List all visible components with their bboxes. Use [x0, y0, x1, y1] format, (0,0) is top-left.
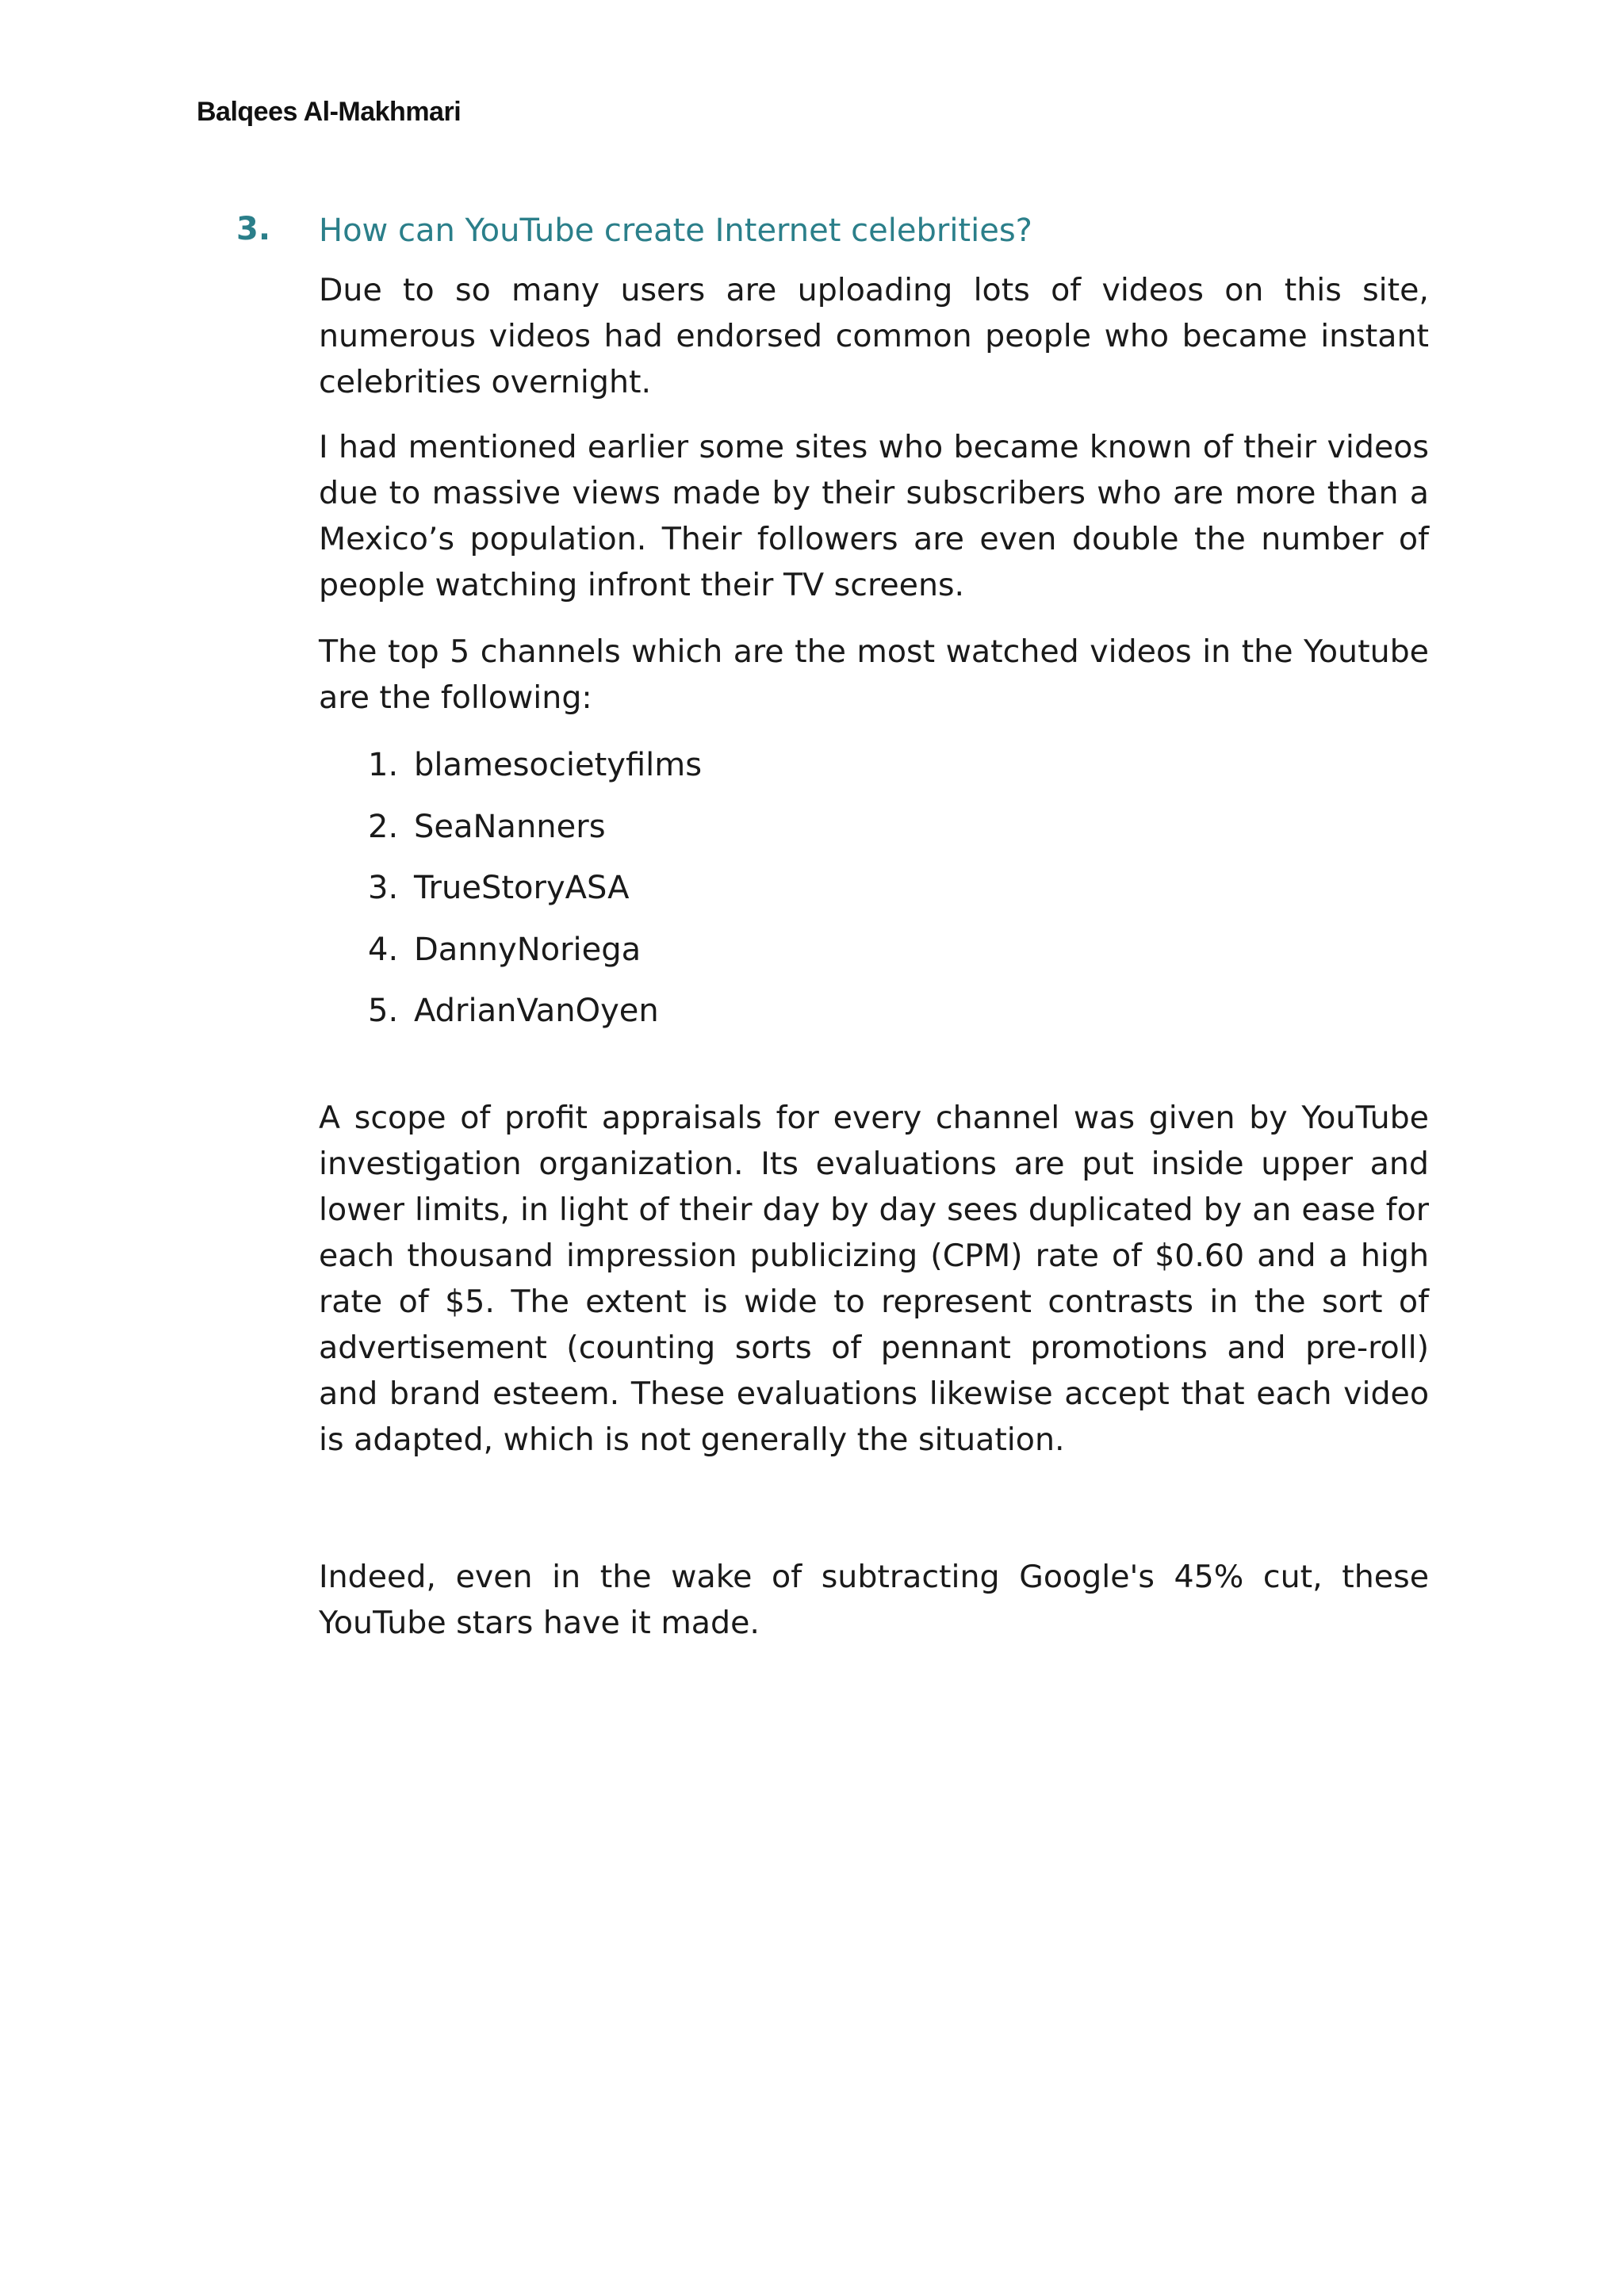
list-item [368, 988, 702, 1050]
paragraph-subscribers [319, 424, 1429, 608]
paragraph-conclusion [319, 1554, 1429, 1646]
channel-name: AdrianVanOyen [414, 993, 659, 1029]
list-item-number: 3. [368, 870, 399, 906]
paragraph-top-channels-intro [319, 629, 1429, 721]
channel-name: SeaNanners [414, 808, 606, 845]
list-item-number: 1. [368, 747, 399, 783]
section-title: How can YouTube create Internet celebrities? [319, 212, 1032, 249]
channel-name: TrueStoryASA [414, 870, 630, 906]
paragraph-text: The top 5 channels which are the most watched videos in the Youtube are the following: [319, 633, 1429, 716]
channel-name: DannyNoriega [414, 931, 642, 968]
list-item-number: 5. [368, 993, 399, 1029]
paragraph-text: A scope of profit appraisals for every channel was given by YouTube investigation organization. Its evaluations are put inside upper and lower limits, in light of their day by day sees duplicated by an ease for each thousand impression publicizing (CPM) rate of $0.60 and a high rate of $5. The extent is wide to represent contrasts in the sort of advertisement (counting sorts of pennant promotions and pre-roll) and brand esteem. These evaluations likewise accept that each video is adapted, which is not generally the situation. [319, 1100, 1429, 1458]
paragraph-intro [319, 267, 1429, 405]
section-heading [236, 211, 1426, 258]
paragraph-profit-appraisals [319, 1095, 1429, 1463]
section-number: 3. [236, 211, 271, 247]
top-channels-list [368, 742, 702, 1050]
paragraph-text: Indeed, even in the wake of subtracting Google's 45% cut, these YouTube stars have it made. [319, 1559, 1429, 1641]
list-item-number: 4. [368, 931, 399, 968]
header-author-name: Balqees Al-Makhmari [197, 97, 462, 127]
list-item [368, 865, 702, 927]
list-item [368, 927, 702, 989]
list-item [368, 742, 702, 804]
paragraph-text: I had mentioned earlier some sites who became known of their videos due to massive views made by their subscribers who are more than a Mexico’s population. Their followers are even double the number of people watching infront their TV screens. [319, 429, 1429, 603]
paragraph-text: Due to so many users are uploading lots of videos on this site, numerous videos had endorsed common people who became instant celebrities overnight. [319, 272, 1429, 400]
list-item-number: 2. [368, 808, 399, 845]
channel-name: blamesocietyfilms [414, 747, 703, 783]
list-item [368, 804, 702, 866]
